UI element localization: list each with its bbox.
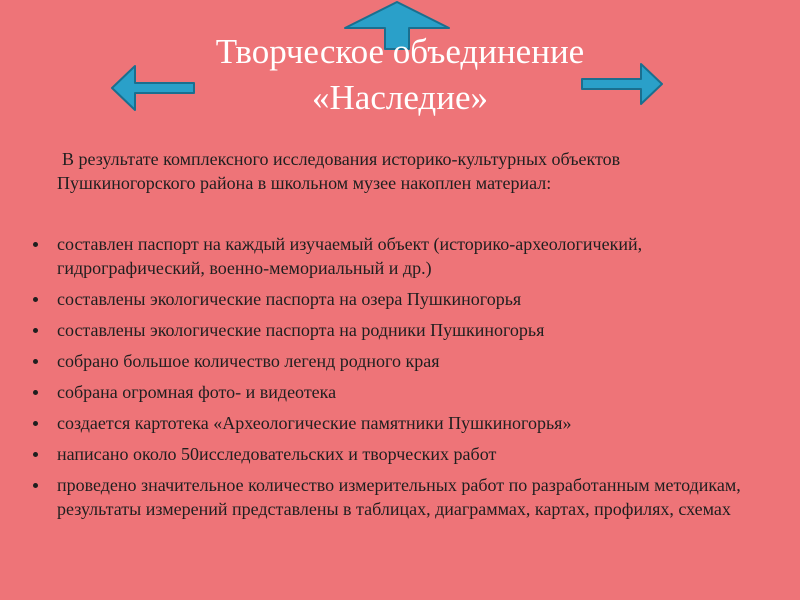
list-item-text: собрана огромная фото- и видеотека [57, 382, 337, 402]
list-item [31, 287, 756, 311]
list-item [31, 442, 756, 466]
list-item [31, 318, 756, 342]
list-item [31, 380, 756, 404]
list-item-text: проведено значительное количество измерительных работ по разработанным методикам, результаты измерений представлены в таблицах, диаграммах, картах, профилях, схемах [57, 475, 741, 519]
list-item-text: собрано большое количество легенд родного края [57, 351, 440, 371]
list-item-text: написано около 50исследовательских и творческих работ [57, 444, 497, 464]
list-item [31, 349, 756, 373]
slide-title [90, 29, 710, 121]
list-item [31, 232, 756, 280]
bullet-dot-icon [33, 390, 38, 395]
bullet-dot-icon [33, 297, 38, 302]
list-item-text: составлены экологические паспорта на родники Пушкиногорья [57, 320, 545, 340]
intro-text: В результате комплексного исследования историко-культурных объектов Пушкиногорского района в школьном музее накоплен материал: [57, 149, 621, 193]
bullet-dot-icon [33, 328, 38, 333]
bullet-dot-icon [33, 359, 38, 364]
bullet-dot-icon [33, 452, 38, 457]
bullet-dot-icon [33, 483, 38, 488]
bullet-dot-icon [33, 242, 38, 247]
bullet-list [31, 232, 756, 528]
list-item [31, 411, 756, 435]
list-item-text: составлен паспорт на каждый изучаемый объект (историко-археологичекий, гидрографический, военно-мемориальный и др.) [57, 234, 643, 278]
slide-title-line2: «Наследие» [312, 78, 488, 117]
list-item-text: составлены экологические паспорта на озера Пушкиногорья [57, 289, 522, 309]
slide-title-line1: Творческое объединение [215, 32, 585, 71]
list-item [31, 473, 756, 521]
bullet-dot-icon [33, 421, 38, 426]
list-item-text: создается картотека «Археологические памятники Пушкиногорья» [57, 413, 572, 433]
